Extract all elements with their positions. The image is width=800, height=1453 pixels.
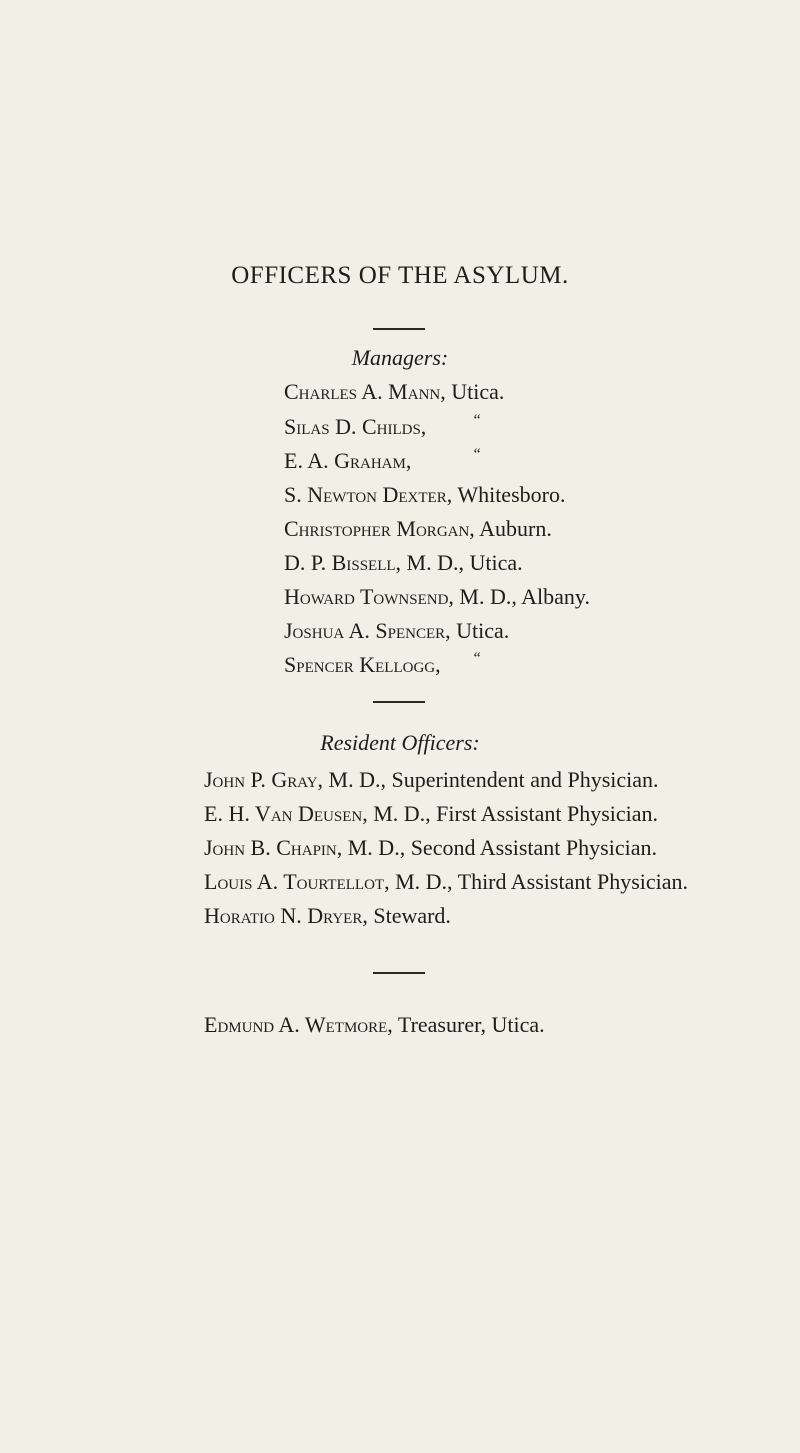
managers-heading: Managers:: [351, 345, 449, 370]
manager-name: Christopher Morgan,: [284, 516, 475, 541]
officer-title: M. D., Third Assistant Physician.: [389, 869, 689, 894]
ditto-mark: “: [472, 412, 481, 429]
officer-title: M. D., First Assistant Physician.: [367, 801, 659, 826]
officer-title: M. D., Second Assistant Physician.: [342, 835, 657, 860]
officer-entry: [204, 903, 451, 929]
manager-entry: [284, 584, 590, 610]
manager-entry: [284, 379, 504, 405]
manager-name: Charles A. Mann,: [284, 379, 446, 404]
treasurer-name: Edmund A. Wetmore,: [204, 1012, 393, 1037]
treasurer-entry: [204, 1012, 545, 1038]
manager-place: Whitesboro.: [452, 482, 566, 507]
manager-place: Utica.: [445, 379, 505, 404]
manager-name: Howard Townsend,: [284, 584, 454, 609]
page-title: OFFICERS OF THE ASYLUM.: [231, 262, 569, 289]
officer-name: John B. Chapin,: [204, 835, 343, 860]
divider: [373, 972, 425, 974]
officer-entry: [204, 767, 659, 793]
manager-entry: [284, 448, 411, 474]
officer-title: Steward.: [367, 903, 451, 928]
manager-name: Joshua A. Spencer,: [284, 618, 451, 643]
officer-name: Louis A. Tourtellot,: [204, 869, 390, 894]
manager-name: E. A. Graham,: [284, 448, 412, 473]
manager-entry: [284, 618, 509, 644]
ditto-mark: “: [472, 650, 481, 667]
manager-entry: [284, 482, 565, 508]
manager-entry: [284, 652, 441, 678]
officer-entry: [204, 869, 688, 895]
divider: [373, 701, 425, 703]
manager-place: Auburn.: [474, 516, 552, 541]
manager-place: Utica.: [450, 618, 510, 643]
officer-name: Horatio N. Dryer,: [204, 903, 368, 928]
manager-entry: [284, 414, 426, 440]
officer-name: John P. Gray,: [204, 767, 324, 792]
manager-entry: [284, 550, 523, 576]
manager-place: M. D., Utica.: [401, 550, 523, 575]
manager-entry: [284, 516, 552, 542]
officer-name: E. H. Van Deusen,: [204, 801, 368, 826]
officer-title: M. D., Superintendent and Physician.: [323, 767, 659, 792]
resident-officers-heading: Resident Officers:: [320, 730, 480, 755]
manager-name: D. P. Bissell,: [284, 550, 402, 575]
treasurer-title: Treasurer, Utica.: [392, 1012, 545, 1037]
divider: [373, 328, 425, 330]
manager-name: S. Newton Dexter,: [284, 482, 453, 507]
manager-name: Silas D. Childs,: [284, 414, 427, 439]
officer-entry: [204, 801, 658, 827]
manager-name: Spencer Kellogg,: [284, 652, 441, 677]
manager-place: M. D., Albany.: [453, 584, 590, 609]
ditto-mark: “: [472, 446, 481, 463]
officer-entry: [204, 835, 657, 861]
